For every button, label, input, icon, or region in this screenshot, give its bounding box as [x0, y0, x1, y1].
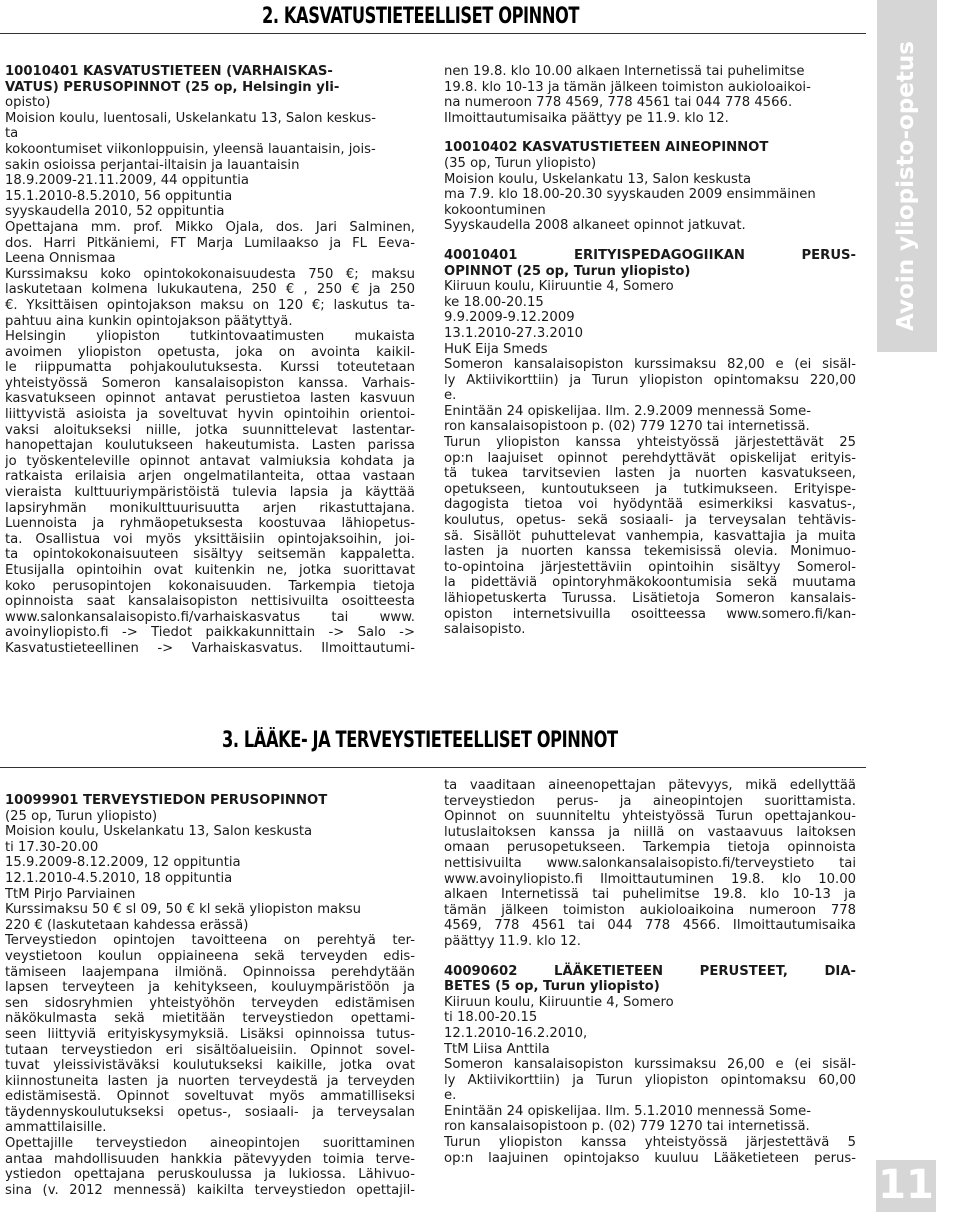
- course-heading-line: 40010401 ERITYISPEDAGOGIIKAN PERUS-: [444, 247, 856, 263]
- text-line: Enintään 24 opiskelijaa. Ilm. 5.1.2010 mennessä Some-: [444, 1103, 812, 1119]
- text-line: koko perusopintojen kokonaisuuden. Tarkempia tietoja: [5, 578, 415, 594]
- text-line: veystietoon koulun oppiaineena sekä terveyden edis-: [5, 948, 415, 964]
- text-line: 220 € (laskutetaan kahdessa erässä): [5, 917, 249, 933]
- text-line: seen liittyviä erityiskysymyksiä. Lisäksi opinnoissa tutus-: [5, 1026, 415, 1042]
- text-line: Moision koulu, Uskelankatu 13, Salon keskusta: [5, 824, 313, 840]
- text-line: päättyy 11.9. klo 12.: [444, 933, 581, 949]
- text-line: HuK Eija Smeds: [444, 341, 548, 357]
- text-line: ta: [5, 126, 19, 142]
- text-line: laskutetaan kolmena lukukautena, 250 € , 250 € ja 250: [5, 282, 415, 298]
- course-heading-line: 10099901 TERVEYSTIEDON PERUSOPINNOT: [5, 793, 328, 808]
- text-line: täydennyskoulutukseksi opetus-, sosiaali- ja terveysalan: [5, 1104, 415, 1120]
- text-line: opetukseen, kuntoutukseen ja tutkimukseen. Erityispe-: [444, 481, 856, 497]
- text-line: omaan perusopetukseen. Tarkempia tietoja opinnoista: [444, 840, 856, 856]
- text-line: terveystiedon perus- ja aineopintojen suorittamista.: [444, 793, 856, 809]
- text-line: Turun yliopiston kanssa yhteistyössä järjestettävät 25: [444, 435, 856, 451]
- section2-right-column: [444, 64, 856, 704]
- text-line: ystiedon opettajana peruskoulussa ja lukiossa. Lähivuo-: [5, 1167, 415, 1183]
- text-line: ammattilaisille.: [5, 1120, 107, 1136]
- text-line: 15.1.2010-8.5.2010, 56 oppituntia: [5, 188, 233, 204]
- text-line: Kiiruun koulu, Kiiruuntie 4, Somero: [444, 279, 674, 295]
- text-line: vaksi aloitukseksi niille, jotka suunnittelevat lastentar-: [5, 422, 415, 438]
- text-line: ta vaaditaan aineenopettajan pätevyys, mikä edellyttää: [444, 778, 856, 793]
- spacer: [444, 950, 856, 964]
- text-line: Syyskaudella 2008 alkaneet opinnot jatkuvat.: [444, 218, 746, 234]
- text-line: opinnoista saat kansalaisopiston nettisivuilta osoitteesta: [5, 594, 415, 610]
- text-line: www.avoinyliopisto.fi Ilmoittautuminen 19.8. klo 10.00: [444, 871, 856, 887]
- text-line: antaa mahdollisuuden hankkia pätevyyden toimia terve-: [5, 1151, 415, 1167]
- text-line: Moision koulu, luentosali, Uskelankatu 13, Salon keskus-: [5, 110, 377, 126]
- text-line: ta. Osallistua voi myös yksittäisiin opintojaksoihin, joi-: [5, 531, 415, 547]
- text-line: le riippumatta pohjakoulutuksesta. Kurssi toteutetaan: [5, 360, 415, 376]
- text-line: vieraista kulttuuriympäristöistä tulevia lapsia ja käyttää: [5, 485, 415, 501]
- text-line: (35 op, Turun yliopisto): [444, 155, 597, 171]
- text-line: 12.1.2010-16.2.2010,: [444, 1025, 588, 1041]
- text-line: 4569, 778 4561 tai 044 778 4566. Ilmoittautumisaika: [444, 918, 856, 934]
- text-line: Kurssimaksu 50 € sl 09, 50 € kl sekä yliopiston maksu: [5, 902, 362, 918]
- text-line: Opettajille terveystiedon aineopintojen suorittaminen: [5, 1136, 415, 1152]
- text-line: jo työskenteleville opinnot antavat valmiuksia kohdata ja: [5, 453, 415, 469]
- text-line: €. Yksittäisen opintojakson maksu on 120 €; laskutus ta-: [5, 297, 415, 313]
- text-line: na numeroon 778 4569, 778 4561 tai 044 778 4566.: [444, 95, 793, 111]
- text-line: kokoontuminen: [444, 202, 546, 218]
- text-line: tämiseen laajempana ilmiönä. Opinnoissa perehdytään: [5, 964, 415, 980]
- text-line: sina (v. 2012 mennessä) kaikilta terveystiedon opettajil-: [5, 1182, 415, 1198]
- text-line: kasvatukseen opinnot antavat perustietoa lasten kasvuun: [5, 391, 415, 407]
- text-line: Kasvatustieteellinen -> Varhaiskasvatus. Ilmoittautumi-: [5, 640, 415, 656]
- section-divider: [0, 767, 866, 768]
- text-line: liittyvistä asioista ja soveltuvat hyvin opintoihin orientoi-: [5, 407, 415, 423]
- section-title: 3. LÄÄKE- JA TERVEYSTIETEELLISET OPINNOT: [222, 728, 618, 753]
- text-line: Ilmoittautumisaika päättyy pe 11.9. klo 12.: [444, 110, 729, 126]
- text-line: ti 17.30-20.00: [5, 839, 99, 855]
- text-line: salaisopisto.: [444, 622, 526, 638]
- text-line: Kurssimaksu koko opintokokonaisuudesta 750 €; maksu: [5, 266, 415, 282]
- text-line: www.salonkansalaisopisto.fi/varhaiskasvatus tai www.: [5, 609, 415, 625]
- text-line: Etusijalla opintoihin ovat kuitenkin ne, jotka suorittavat: [5, 563, 415, 578]
- text-line: e.: [444, 1088, 457, 1104]
- text-line: kiinnostuneita lasten ja nuorten terveydestä ja terveyden: [5, 1073, 415, 1089]
- text-line: tämän jälkeen toimiston aukioloaikoina numeroon 778: [444, 902, 856, 918]
- course-heading-line: 10010401 KASVATUSTIETEEN (VARHAISKAS-: [5, 64, 333, 79]
- text-line: e.: [444, 388, 457, 404]
- text-line: op:n laajuiset opinnot perehdyttävät opiskelijat erityis-: [444, 450, 856, 466]
- text-line: koulutus, opetus- sekä sosiaali- ja terveysalan tehtävis-: [444, 513, 856, 529]
- text-line: ta opintokokonaisuuteen sisältyy seitsemän kappaletta.: [5, 547, 415, 563]
- text-line: ron kansalaisopistoon p. (02) 779 1270 tai internetissä.: [444, 419, 810, 435]
- text-line: 15.9.2009-8.12.2009, 12 oppituntia: [5, 855, 241, 871]
- spacer: [444, 126, 856, 140]
- text-line: lapsen terveyteen ja kehitykseen, kouluympäristöön ja: [5, 980, 415, 996]
- text-line: Enintään 24 opiskelijaa. Ilm. 2.9.2009 mennessä Some-: [444, 403, 812, 419]
- text-line: ma 7.9. klo 18.00-20.30 syyskauden 2009 ensimmäinen: [444, 187, 816, 203]
- text-line: tuvat yleissivistäväksi koulutukseksi kaikille, jotka ovat: [5, 1058, 415, 1074]
- text-line: Turun yliopiston kanssa yhteistyössä järjestettävä 5: [444, 1135, 856, 1151]
- text-line: opiston internetsivuilla osoitteessa www.somero.fi/kan-: [444, 606, 856, 622]
- text-line: Helsingin yliopiston tutkintovaatimusten mukaista: [5, 329, 415, 345]
- text-line: to-opintoina järjestettäviin opintoihin sisältyy Somerol-: [444, 559, 856, 575]
- text-line: 18.9.2009-21.11.2009, 44 oppituntia: [5, 173, 250, 189]
- section3-right-column: [444, 778, 856, 1208]
- text-line: 19.8. klo 10-13 ja tämän jälkeen toimiston aukioloaikoi-: [444, 79, 811, 95]
- text-line: op:n laajuinen opintojakso kuuluu Lääketieteen perus-: [444, 1150, 856, 1166]
- text-line: pahtuu aina kunkin opintojakson päätyttyä.: [5, 313, 293, 329]
- text-line: tutaan terveystiedon eri sisältöalueisiin. Opinnot sovel-: [5, 1042, 415, 1058]
- section2-left-column: [5, 64, 415, 704]
- text-line: yhteistyössä Someron kansalaisopiston kanssa. Varhais-: [5, 375, 415, 391]
- text-line: Opettajana mm. prof. Mikko Ojala, dos. Jari Salminen,: [5, 219, 415, 235]
- text-line: sen sidosryhmien yhteistyöhön terveyden edistämisen: [5, 995, 415, 1011]
- section-divider: [0, 33, 866, 34]
- text-line: avoinyliopisto.fi -> Tiedot paikkakunnittain -> Salo ->: [5, 625, 415, 641]
- text-line: kokoontumiset viikonloppuisin, yleensä lauantaisin, jois-: [5, 141, 376, 157]
- course-heading-line: 40090602 LÄÄKETIETEEN PERUSTEET, DIA-: [444, 963, 856, 979]
- text-line: 13.1.2010-27.3.2010: [444, 325, 583, 341]
- text-line: (25 op, Turun yliopisto): [5, 808, 158, 824]
- text-line: lapsiryhmän monikulttuurisuutta arjen rikastuttajana.: [5, 500, 415, 516]
- text-line: Luennoista ja ryhmäopetuksesta koostuvaa lähiopetus-: [5, 516, 415, 532]
- side-tab-label: Avoin yliopisto-opetus: [893, 41, 919, 331]
- text-line: ratkaista erilaisia arjen ongelmatilanteita, ottaa vastaan: [5, 469, 415, 485]
- text-line: Terveystiedon opintojen tavoitteena on perehtyä ter-: [5, 933, 415, 949]
- text-line: opisto): [5, 95, 51, 111]
- text-line: la pidettäviä opintoryhmäkokoontumisia sekä muutama: [444, 575, 856, 591]
- side-tab: [876, 36, 936, 336]
- course-heading-line: 10010402 KASVATUSTIETEEN AINEOPINNOT: [444, 140, 769, 156]
- text-line: 9.9.2009-9.12.2009: [444, 310, 575, 326]
- text-line: 12.1.2010-4.5.2010, 18 oppituntia: [5, 870, 233, 886]
- page-number: 11: [876, 1160, 936, 1212]
- text-line: Opinnot on suunniteltu yhteistyössä Turun opettajankou-: [444, 809, 856, 825]
- text-line: syyskaudella 2010, 52 oppituntia: [5, 204, 225, 220]
- text-line: ti 18.00-20.15: [444, 1010, 538, 1026]
- section-title: 2. KASVATUSTIETEELLISET OPINNOT: [262, 4, 580, 29]
- text-line: TtM Pirjo Parviainen: [5, 886, 136, 902]
- course-heading-line: OPINNOT (25 op, Turun yliopisto): [444, 263, 691, 279]
- text-line: ke 18.00-20.15: [444, 294, 544, 310]
- text-line: Moision koulu, Uskelankatu 13, Salon keskusta: [444, 171, 752, 187]
- text-line: ly Aktiivikorttiin) ja Turun yliopiston opintomaksu 60,00: [444, 1072, 856, 1088]
- course-heading-line: VATUS) PERUSOPINNOT (25 op, Helsingin yli-: [5, 79, 340, 95]
- text-line: lähiopetuskerta Turussa. Lisätietoja Someron kansalais-: [444, 591, 856, 606]
- text-line: tä tukea tarvitsevien lasten ja nuorten kasvatukseen,: [444, 466, 856, 482]
- text-line: avoimen yliopiston opetusta, joka on avointa kaikil-: [5, 344, 415, 360]
- text-line: lasten ja nuorten kanssa tekemisissä olevia. Monimuo-: [444, 544, 856, 560]
- text-line: alkaen Internetissä tai puhelimitse 19.8. klo 10-13 ja: [444, 887, 856, 903]
- text-line: TtM Liisa Anttila: [444, 1041, 550, 1057]
- text-line: ly Aktiivikorttiin) ja Turun yliopiston opintomaksu 220,00: [444, 372, 856, 388]
- text-line: nettisivuilta www.salonkansalaisopisto.fi/terveystieto tai: [444, 855, 856, 871]
- text-line: ron kansalaisopistoon p. (02) 779 1270 tai internetissä.: [444, 1119, 810, 1135]
- course-heading-line: BETES (5 op, Turun yliopisto): [444, 979, 660, 995]
- text-line: näkökulmasta sekä mietitään terveystiedon opettami-: [5, 1011, 415, 1027]
- spacer: [444, 234, 856, 248]
- text-line: Someron kansalaisopiston kurssimaksu 82,00 e (ei sisäl-: [444, 357, 856, 373]
- text-line: nen 19.8. klo 10.00 alkaen Internetissä tai puhelimitse: [444, 64, 805, 79]
- text-line: lutuslaitoksen kanssa ja niillä on vastaavuus laitoksen: [444, 824, 856, 840]
- text-line: sä. Sisällöt puhuttelevat vanhempia, kasvattajia ja muita: [444, 528, 856, 544]
- text-line: Leena Onnismaa: [5, 251, 116, 267]
- text-line: Kiiruun koulu, Kiiruuntie 4, Somero: [444, 994, 674, 1010]
- text-line: dos. Harri Pitkäniemi, FT Marja Lumilaakso ja FL Eeva-: [5, 235, 415, 251]
- text-line: hanopettajan koulutukseen hakeutumista. Lasten parissa: [5, 438, 415, 454]
- text-line: dagogista tietoa voi hyödyntää esimerkiksi kasvatus-,: [444, 497, 856, 513]
- text-line: sakin osioissa perjantai-iltaisin ja lauantaisin: [5, 157, 300, 173]
- text-line: edistämisestä. Opinnot soveltuvat myös ammatilliseksi: [5, 1089, 415, 1105]
- text-line: Someron kansalaisopiston kurssimaksu 26,00 e (ei sisäl-: [444, 1057, 856, 1073]
- section3-left-column: [5, 793, 415, 1211]
